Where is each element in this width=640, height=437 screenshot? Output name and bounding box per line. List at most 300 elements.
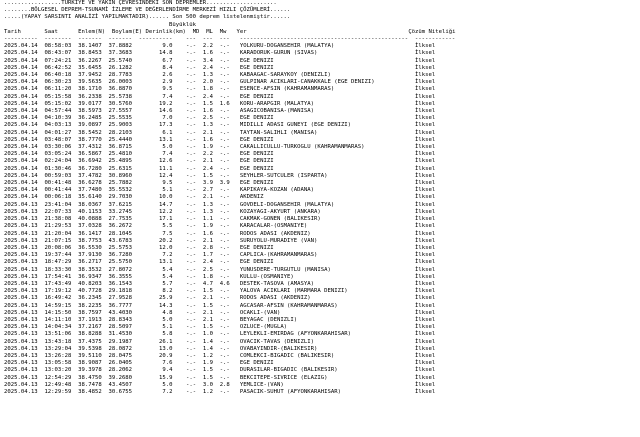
location-cell: EGE DENIZI [239,64,409,71]
depth-cell: 5.0 [138,381,173,388]
ml-cell: 1.9 [202,360,213,367]
solution-quality-cell: İlksel [415,316,456,323]
location-cell: EGE DENIZI [239,115,409,122]
mw-cell: -.- [219,172,230,179]
ml-cell: 1.5 [202,100,213,107]
solution-quality-cell: İlksel [415,331,456,338]
depth-cell: 2.6 [138,72,173,79]
date-cell: 2025.04.14 [4,158,38,165]
solution-quality-cell: İlksel [415,360,456,367]
depth-cell: 26.1 [138,338,173,345]
mw-cell: -.- [219,165,230,172]
location-cell: EGE DENIZI [239,93,409,100]
longitude-cell: 30.8960 [108,172,133,179]
date-cell: 2025.04.14 [4,43,38,50]
depth-cell: 9.5 [138,86,173,93]
date-cell: 2025.04.14 [4,144,38,151]
time-cell: 03:30:06 [44,144,72,151]
location-cell: BEYAGAC (DENIZLI) [239,316,409,323]
location-cell: RODOS ADASI (AKDENIZ) [239,230,409,237]
earthquake-row [4,231,640,238]
location-cell: EGE DENIZI [239,180,409,187]
solution-quality-cell: İlksel [415,115,456,122]
location-cell: YALOVA ACIKLARI (MARMARA DENIZI) [239,288,409,295]
solution-quality-cell: İlksel [415,295,456,302]
md-cell: -.- [185,165,197,172]
mw-cell: -.- [219,360,230,367]
md-cell: -.- [185,172,197,179]
mw-cell: -.- [219,338,230,345]
col-header-latitude: Enlem(N) [78,28,106,35]
longitude-cell: 27.5557 [108,108,133,115]
earthquake-row [4,389,640,396]
location-cell: EGE DENIZI [239,165,409,172]
earthquake-row [4,101,640,108]
depth-cell: 7.2 [138,252,173,259]
time-cell: 12:49:48 [44,381,72,388]
col-header-location: Yer [236,28,247,35]
md-cell: -.- [185,331,197,338]
latitude-cell: 38.4750 [78,374,102,381]
mw-cell: -.- [219,252,230,259]
mw-cell: -.- [219,93,230,100]
col-header-md: MD [192,28,200,35]
ml-cell: 1.6 [202,108,213,115]
ml-cell: 2.1 [202,237,213,244]
solution-quality-cell: İlksel [415,180,456,187]
solution-quality-cell: İlksel [415,108,456,115]
location-cell: KARADORUK-GURUN (SIVAS) [239,50,409,57]
latitude-cell: 36.5530 [78,244,102,251]
ml-cell: 1.8 [202,86,213,93]
md-cell: -.- [185,72,197,79]
md-cell: -.- [185,324,197,331]
depth-cell: 6.1 [138,129,173,136]
solution-quality-cell: İlksel [415,93,456,100]
depth-cell: 15.9 [138,374,173,381]
depth-cell: 7.6 [138,360,173,367]
md-cell: -.- [185,360,197,367]
depth-cell: 5.8 [138,331,173,338]
time-cell: 16:49:42 [44,295,72,302]
date-cell: 2025.04.13 [4,316,38,323]
ml-cell: 1.4 [202,338,213,345]
md-cell: -.- [185,280,197,287]
latitude-cell: 38.8288 [78,331,102,338]
depth-cell: 7.5 [138,230,173,237]
location-cell: KULLU-(OSMANIYE) [239,273,409,280]
mw-cell: -.- [219,237,230,244]
date-cell: 2025.04.14 [4,136,38,143]
solution-quality-cell: İlksel [415,151,456,158]
col-header-time: Saat [44,28,58,35]
mw-cell: -.- [219,374,230,381]
ml-cell: 2.1 [202,129,213,136]
date-cell: 2025.04.13 [4,331,38,338]
listing-title-line: .................TÜRKİYE VE YAKIN ÇEVRESİNDEKİ SON DEPREMLER..................... [4,0,277,6]
solution-quality-cell: İlksel [415,266,456,273]
earthquake-row [4,130,640,137]
location-cell: KAPIKAYA-KOZAN (ADANA) [239,187,409,194]
latitude-cell: 38.7753 [78,237,102,244]
latitude-cell: 38.8453 [78,50,102,57]
location-cell: KORU-ARAPGIR (MALATYA) [239,100,409,107]
time-cell: 21:29:53 [44,223,72,230]
time-cell: 06:40:18 [44,72,72,79]
latitude-cell: 36.1417 [78,230,102,237]
ml-cell: 1.5 [202,302,213,309]
earthquake-row [4,137,640,144]
solution-quality-cell: İlksel [415,50,456,57]
md-cell: -.- [185,381,197,388]
time-cell: 03:48:07 [44,136,72,143]
longitude-cell: 25.5535 [108,115,133,122]
longitude-cell: 29.7030 [108,194,133,201]
col-header-solution-quality: Çözüm Niteliği [408,28,456,35]
time-cell: 02:24:04 [44,158,72,165]
depth-cell: 12.4 [138,172,173,179]
earthquake-row [4,331,640,338]
earthquake-row [4,223,640,230]
location-cell: KARACALAR-(OSMANIYE) [239,223,409,230]
date-cell: 2025.04.13 [4,208,38,215]
mw-cell: -.- [219,309,230,316]
earthquake-row [4,382,640,389]
location-cell: EGE DENIZI [239,360,409,367]
ml-cell: 2.1 [202,194,213,201]
date-cell: 2025.04.14 [4,187,38,194]
mw-cell: -.- [219,158,230,165]
mw-cell: -.- [219,273,230,280]
depth-cell: 20.9 [138,352,173,359]
mw-cell: -.- [219,201,230,208]
time-cell: 21:38:08 [44,216,72,223]
depth-cell: 17.1 [138,216,173,223]
earthquake-row [4,274,640,281]
latitude-cell: 38.4852 [78,388,102,395]
longitude-cell: 33.2745 [108,208,133,215]
ml-cell: 2.1 [202,316,213,323]
earthquake-row [4,122,640,129]
location-cell: GOVDELI-DOGANSEHIR (MALATYA) [239,201,409,208]
earthquake-row [4,173,640,180]
mw-cell: -.- [219,151,230,158]
date-cell: 2025.04.14 [4,72,38,79]
earthquake-row [4,65,640,72]
longitude-cell: 36.3555 [108,273,133,280]
mw-cell: -.- [219,230,230,237]
date-cell: 2025.04.14 [4,93,38,100]
date-cell: 2025.04.14 [4,165,38,172]
mw-cell: -.- [219,295,230,302]
depth-cell: 20.2 [138,237,173,244]
solution-quality-cell: İlksel [415,144,456,151]
mw-cell: -.- [219,86,230,93]
md-cell: -.- [185,129,197,136]
mw-cell: -.- [219,266,230,273]
depth-cell: 14.6 [138,108,173,115]
md-cell: -.- [185,151,197,158]
location-cell: CAKALLICULLU-TURKOGLU (KAHRAMANMARAS) [239,144,409,151]
time-cell: 17:43:49 [44,280,72,287]
solution-quality-cell: İlksel [415,324,456,331]
location-cell: EGE DENIZI [239,151,409,158]
longitude-cell: 36.7777 [108,302,133,309]
mw-cell: 2.8 [219,381,230,388]
date-cell: 2025.04.13 [4,280,38,287]
earthquake-row [4,303,640,310]
latitude-cell: 40.8203 [78,280,102,287]
time-cell: 14:59:15 [44,302,72,309]
earthquake-row [4,259,640,266]
date-cell: 2025.04.14 [4,64,38,71]
mw-cell: -.- [219,324,230,331]
mw-cell: -.- [219,194,230,201]
earthquake-row [4,346,640,353]
latitude-cell: 36.2338 [78,93,102,100]
depth-cell: 5.1 [138,324,173,331]
md-cell: -.- [185,216,197,223]
ml-cell: 1.9 [202,223,213,230]
mw-cell: -.- [219,345,230,352]
ml-cell: 3.0 [202,381,213,388]
time-cell: 13:26:28 [44,352,72,359]
col-header-longitude: Boylam(E) [111,28,143,35]
time-cell: 21:20:04 [44,230,72,237]
longitude-cell: 31.4530 [108,331,133,338]
location-cell: COMLEKCI-BIGADIC (BALIKESIR) [239,352,409,359]
longitude-cell: 25.4440 [108,136,133,143]
ml-cell: 1.9 [202,144,213,151]
md-cell: -.- [185,208,197,215]
date-cell: 2025.04.14 [4,194,38,201]
md-cell: -.- [185,288,197,295]
mw-cell: -.- [219,136,230,143]
latitude-cell: 38.7478 [78,381,102,388]
solution-quality-cell: İlksel [415,79,456,86]
time-cell: 06:11:20 [44,86,72,93]
date-cell: 2025.04.13 [4,216,38,223]
md-cell: -.- [185,309,197,316]
location-cell: GULPINAR ACIKLARI-CANAKKALE (EGE DENIZI) [239,79,409,86]
depth-cell: 7.0 [138,115,173,122]
latitude-cell: 36.6278 [78,180,102,187]
md-cell: -.- [185,388,197,395]
location-cell: ASAGICOBANISA-(MANISA) [239,108,409,115]
location-cell: CAPLICA-(KAHRAMANMARAS) [239,252,409,259]
mw-cell: -.- [219,316,230,323]
depth-cell: 5.4 [138,273,173,280]
ml-cell: 1.1 [202,216,213,223]
mw-cell: 3.9 [219,180,230,187]
location-cell: PASACIK-SUHUT (AFYONKARAHISAR) [239,388,409,395]
ml-cell: 2.4 [202,259,213,266]
ml-cell: 2.0 [202,79,213,86]
latitude-cell: 38.9087 [78,360,102,367]
ml-cell: 2.2 [202,151,213,158]
solution-quality-cell: İlksel [415,122,456,129]
latitude-cell: 40.1153 [78,208,102,215]
mw-cell: -.- [219,367,230,374]
longitude-cell: 37.6215 [108,201,133,208]
time-cell: 18:33:30 [44,266,72,273]
solution-quality-cell: İlksel [415,288,456,295]
col-header-date: Tarih [4,28,21,35]
ml-cell: 1.5 [202,324,213,331]
time-cell: 19:37:44 [44,252,72,259]
md-cell: -.- [185,194,197,201]
md-cell: -.- [185,93,197,100]
latitude-cell: 38.1407 [78,43,102,50]
depth-cell: 17.3 [138,122,173,129]
solution-quality-cell: İlksel [415,230,456,237]
depth-cell: 5.4 [138,266,173,273]
md-cell: -.- [185,100,197,107]
earthquake-row [4,310,640,317]
longitude-cell: 30.5760 [108,100,133,107]
location-cell: EGE DENIZI [239,136,409,143]
earthquake-row [4,50,640,57]
ml-cell: 2.4 [202,93,213,100]
latitude-cell: 36.2345 [78,295,102,302]
ml-cell: 1.6 [202,136,213,143]
date-cell: 2025.04.13 [4,201,38,208]
solution-quality-cell: İlksel [415,201,456,208]
md-cell: -.- [185,273,197,280]
solution-quality-cell: İlksel [415,302,456,309]
ml-cell: 2.1 [202,158,213,165]
latitude-cell: 35.6140 [78,194,102,201]
solution-quality-cell: İlksel [415,64,456,71]
md-cell: -.- [185,136,197,143]
longitude-cell: 43.4507 [108,381,133,388]
md-cell: -.- [185,43,197,50]
latitude-cell: 36.2717 [78,259,102,266]
ml-cell: 1.3 [202,122,213,129]
depth-cell: 11.1 [138,165,173,172]
time-cell: 04:01:27 [44,129,72,136]
depth-cell: 25.9 [138,295,173,302]
latitude-cell: 39.5110 [78,352,102,359]
longitude-cell: 25.5738 [108,93,133,100]
time-cell: 23:41:04 [44,201,72,208]
time-cell: 17:54:41 [44,273,72,280]
earthquake-rows [4,43,640,396]
time-cell: 05:15:58 [44,93,72,100]
latitude-cell: 37.4312 [78,144,102,151]
mw-cell: -.- [219,216,230,223]
date-cell: 2025.04.14 [4,151,38,158]
latitude-cell: 36.9347 [78,273,102,280]
solution-quality-cell: İlksel [415,352,456,359]
magnitude-group-header [4,22,640,29]
earthquake-row [4,295,640,302]
depth-cell: 5.0 [138,316,173,323]
md-cell: -.- [185,115,197,122]
longitude-cell: 36.2672 [108,223,133,230]
longitude-cell: 36.8715 [108,144,133,151]
date-cell: 2025.04.14 [4,57,38,64]
md-cell: -.- [185,144,197,151]
listing-note-line: .....(YAPAY SARSINTI ANALİZİ YAPILMAKTADIR)...... Son 500 deprem listelenmiştir...... [4,14,291,21]
latitude-cell: 36.2485 [78,115,102,122]
mw-cell: -.- [219,352,230,359]
date-cell: 2025.04.13 [4,223,38,230]
ml-cell: 1.2 [202,388,213,395]
time-cell: 13:51:06 [44,331,72,338]
ml-cell: 3.9 [202,180,213,187]
latitude-cell: 36.2267 [78,57,102,64]
date-cell: 2025.04.13 [4,338,38,345]
depth-cell: 8.4 [138,64,173,71]
mw-cell: -.- [219,187,230,194]
md-cell: -.- [185,338,197,345]
longitude-cell: 35.5532 [108,187,133,194]
date-cell: 2025.04.13 [4,266,38,273]
longitude-cell: 28.8343 [108,316,133,323]
ml-cell: 2.4 [202,165,213,172]
mw-cell: -.- [219,388,230,395]
date-cell: 2025.04.14 [4,172,38,179]
latitude-cell: 37.2167 [78,324,102,331]
solution-quality-cell: İlksel [415,273,456,280]
longitude-cell: 39.2680 [108,374,133,381]
solution-quality-cell: İlksel [415,237,456,244]
longitude-cell: 26.1282 [108,64,133,71]
date-cell: 2025.04.14 [4,100,38,107]
earthquake-row [4,158,640,165]
date-cell: 2025.04.13 [4,345,38,352]
longitude-cell: 28.0872 [108,345,133,352]
depth-cell: 10.0 [138,194,173,201]
mw-cell: -.- [219,57,230,64]
ml-cell: 2.1 [202,309,213,316]
longitude-cell: 25.9003 [108,122,133,129]
depth-cell: 12.0 [138,244,173,251]
longitude-cell: 28.5097 [108,324,133,331]
solution-quality-cell: İlksel [415,244,456,251]
location-cell: OZLUCE-(MUGLA) [239,324,409,331]
date-cell: 2025.04.13 [4,381,38,388]
col-header-mw: Mw [219,28,227,35]
col-header-ml: ML [206,28,213,35]
solution-quality-cell: İlksel [415,172,456,179]
ml-cell: 2.4 [202,64,213,71]
ml-cell: 1.3 [202,208,213,215]
latitude-cell: 38.3532 [78,266,102,273]
ml-cell: 1.5 [202,374,213,381]
earthquake-row [4,86,640,93]
time-cell: 13:43:18 [44,338,72,345]
ml-cell: 2.5 [202,266,213,273]
time-cell: 08:43:07 [44,50,72,57]
depth-cell: 6.7 [138,57,173,64]
md-cell: -.- [185,230,197,237]
depth-cell: 9.5 [138,180,173,187]
solution-quality-cell: İlksel [415,208,456,215]
solution-quality-cell: İlksel [415,100,456,107]
date-cell: 2025.04.13 [4,374,38,381]
earthquake-row [4,339,640,346]
longitude-cell: 25.6315 [108,165,133,172]
time-cell: 04:03:13 [44,122,72,129]
mw-cell: -.- [219,72,230,79]
latitude-cell: 39.5398 [78,345,102,352]
depth-cell: 5.0 [138,144,173,151]
depth-cell: 9.4 [138,367,173,374]
date-cell: 2025.04.14 [4,122,38,129]
latitude-cell: 38.5973 [78,108,102,115]
